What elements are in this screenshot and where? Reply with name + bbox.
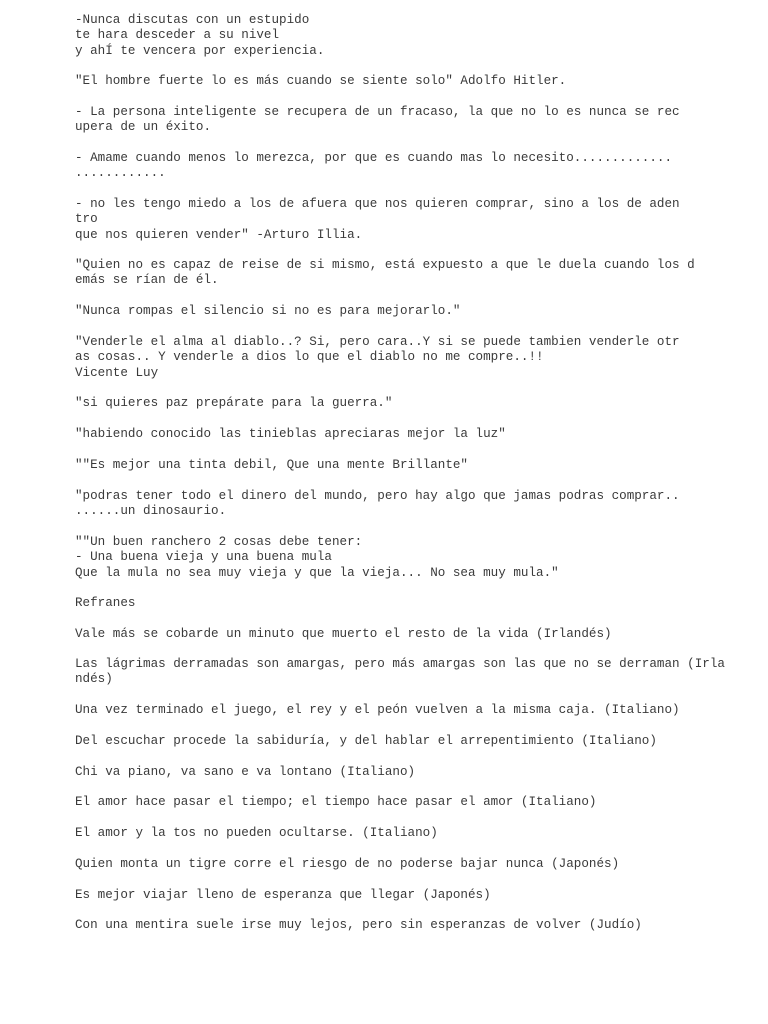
paragraph [75, 197, 680, 243]
paragraph [75, 427, 506, 442]
paragraph [75, 795, 596, 810]
paragraph [75, 826, 438, 841]
text-line: Que la mula no sea muy vieja y que la vieja... No sea muy mula." [75, 565, 559, 580]
text-line: ""Es mejor una tinta debil, Que una mente Brillante" [75, 458, 468, 472]
text-line: - La persona inteligente se recupera de un fracaso, la que no lo es nunca se rec [75, 105, 680, 119]
text-line: - Una buena vieja y una buena mula [75, 550, 332, 565]
paragraph [75, 918, 642, 933]
paragraph [75, 335, 680, 381]
text-line: El amor hace pasar el tiempo; el tiempo hace pasar el amor (Italiano) [75, 795, 597, 809]
text-line: Vicente Luy [75, 365, 159, 380]
paragraph [75, 627, 612, 642]
paragraph [75, 734, 657, 749]
paragraph [75, 657, 725, 688]
paragraph [75, 489, 680, 520]
text-line: Chi va piano, va sano e va lontano (Italiano) [75, 765, 416, 779]
text-line: as cosas.. Y venderle a dios lo que el diablo no me compre..!! [75, 350, 544, 365]
text-line: que nos quieren vender" -Arturo Illia. [75, 227, 363, 242]
text-line: ""Un buen ranchero 2 cosas debe tener: [75, 535, 363, 549]
text-line: y ahÍ te vencera por experiencia. [75, 43, 325, 58]
text-line: - no les tengo miedo a los de afuera que nos quieren comprar, sino a los de aden [75, 197, 680, 211]
paragraph [75, 151, 672, 182]
text-line: emás se rían de él. [75, 273, 219, 288]
text-line: Vale más se cobarde un minuto que muerto el resto de la vida (Irlandés) [75, 627, 612, 641]
paragraph [75, 396, 392, 411]
text-line: "El hombre fuerte lo es más cuando se siente solo" Adolfo Hitler. [75, 74, 567, 88]
text-line: Es mejor viajar lleno de esperanza que llegar (Japonés) [75, 888, 491, 902]
paragraph [75, 13, 324, 59]
text-line: Quien monta un tigre corre el riesgo de no poderse bajar nunca (Japonés) [75, 857, 620, 871]
text-line: "Venderle el alma al diablo..? Si, pero cara..Y si se puede tambien venderle otr [75, 335, 680, 349]
text-line: "Nunca rompas el silencio si no es para mejorarlo." [75, 304, 461, 318]
paragraph [75, 105, 680, 136]
paragraph [75, 703, 680, 718]
paragraph [75, 596, 135, 611]
paragraph [75, 888, 491, 903]
text-line: te hara desceder a su nivel [75, 28, 280, 43]
text-line: Del escuchar procede la sabiduría, y del hablar el arrepentimiento (Italiano) [75, 734, 657, 748]
paragraph [75, 258, 695, 289]
text-line: "Quien no es capaz de reise de si mismo, está expuesto a que le duela cuando los d [75, 258, 695, 272]
text-line: tro [75, 212, 98, 227]
paragraph [75, 857, 619, 872]
text-line: Una vez terminado el juego, el rey y el peón vuelven a la misma caja. (Italiano) [75, 703, 680, 717]
text-line: ndés) [75, 672, 113, 687]
text-line: "podras tener todo el dinero del mundo, pero hay algo que jamas podras comprar.. [75, 489, 680, 503]
text-line: Con una mentira suele irse muy lejos, pero sin esperanzas de volver (Judío) [75, 918, 642, 932]
text-line: Refranes [75, 596, 136, 610]
paragraph [75, 304, 460, 319]
text-line: El amor y la tos no pueden ocultarse. (Italiano) [75, 826, 438, 840]
text-line: "habiendo conocido las tinieblas apreciaras mejor la luz" [75, 427, 506, 441]
text-line: ......un dinosaurio. [75, 504, 227, 519]
paragraph [75, 74, 566, 89]
paragraph [75, 458, 468, 473]
paragraph [75, 535, 559, 581]
text-line: -Nunca discutas con un estupido [75, 13, 310, 27]
text-line: upera de un éxito. [75, 120, 212, 135]
text-line: "si quieres paz prepárate para la guerra." [75, 396, 393, 410]
text-line: Las lágrimas derramadas son amargas, pero más amargas son las que no se derraman (Irla [75, 657, 725, 671]
paragraph [75, 765, 415, 780]
text-line: ............ [75, 166, 166, 181]
text-line: - Amame cuando menos lo merezca, por que es cuando mas lo necesito............. [75, 151, 673, 165]
